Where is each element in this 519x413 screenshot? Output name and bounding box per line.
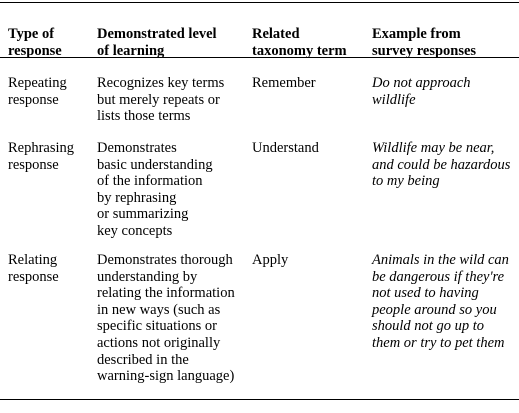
table-bottom-rule: [0, 399, 519, 400]
row-relating-example: Animals in the wild can be dangerous if they're not used to having people around so you should not go up to them or try to pet them: [372, 252, 509, 351]
row-repeating-example: Do not approach wildlife: [372, 75, 471, 108]
header-demonstrated-level: Demonstrated level of learning: [97, 26, 217, 59]
row-repeating-term: Remember: [252, 75, 316, 91]
row-repeating-level: Recognizes key terms but merely repeats or lists those terms: [97, 75, 225, 125]
row-relating-term: Apply: [252, 252, 289, 268]
row-rephrasing-type: Rephrasing response: [8, 140, 75, 173]
row-repeating-type: Repeating response: [8, 75, 67, 108]
table-top-rule: [0, 2, 519, 3]
header-example: Example from survey responses: [372, 26, 477, 59]
row-relating-level: Demonstrates thorough understanding by relating the information in new ways (such as specific situations or actions not originally described in the warning-sign language): [97, 252, 235, 385]
row-rephrasing-term: Understand: [252, 140, 319, 156]
row-rephrasing-example: Wildlife may be near, and could be hazardous to my being: [372, 140, 511, 190]
header-type-of-response: Type of response: [8, 26, 62, 59]
header-rule: [0, 57, 519, 58]
header-taxonomy-term: Related taxonomy term: [252, 26, 347, 59]
row-relating-type: Relating response: [8, 252, 59, 285]
row-rephrasing-level: Demonstrates basic understanding of the information by rephrasing or summarizing key concepts: [97, 140, 213, 239]
